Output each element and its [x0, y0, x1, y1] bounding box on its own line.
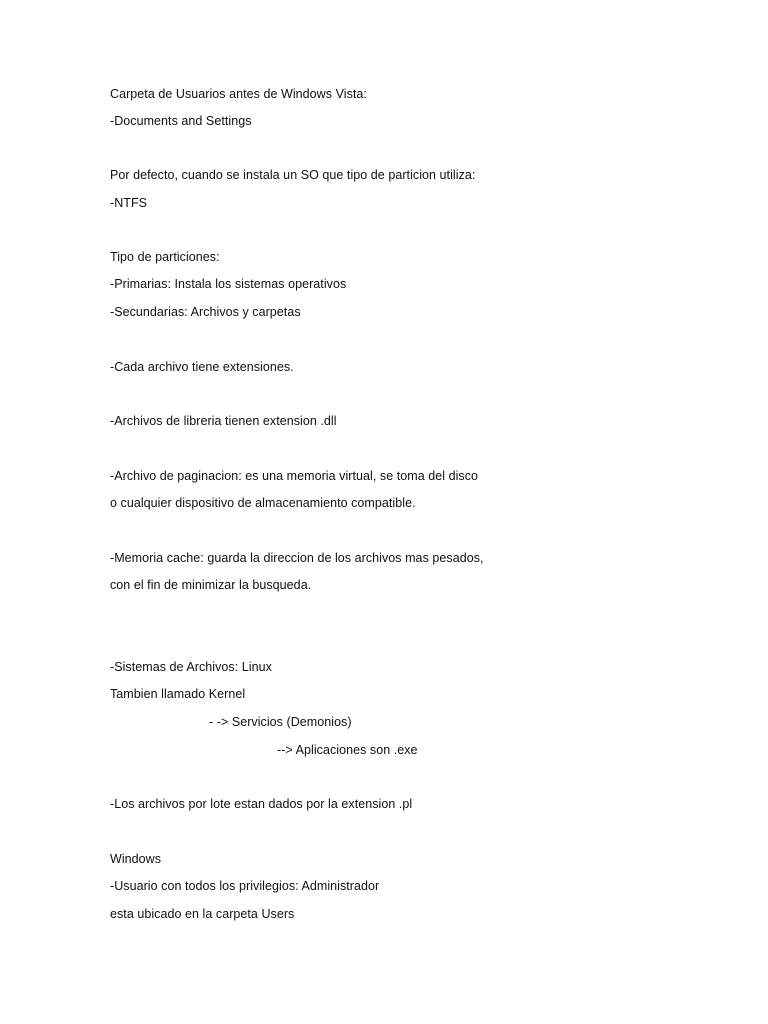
text-line: -Los archivos por lote estan dados por la extension .pl [110, 797, 413, 811]
text-line: esta ubicado en la carpeta Users [110, 907, 295, 921]
text-line: Windows [110, 852, 162, 866]
text-line: con el fin de minimizar la busqueda. [110, 578, 312, 592]
text-line: -Archivo de paginacion: es una memoria virtual, se toma del disco [110, 469, 479, 483]
text-line: -Cada archivo tiene extensiones. [110, 360, 294, 374]
text-line: -Sistemas de Archivos: Linux [110, 660, 272, 674]
text-line: -Memoria cache: guarda la direccion de los archivos mas pesados, [110, 551, 484, 565]
text-line: -NTFS [110, 196, 148, 210]
text-line: Tambien llamado Kernel [110, 687, 246, 701]
text-line: Por defecto, cuando se instala un SO que tipo de particion utiliza: [110, 168, 476, 182]
text-line: -Documents and Settings [110, 114, 252, 128]
text-line: -Primarias: Instala los sistemas operativos [110, 277, 347, 291]
text-line: --> Aplicaciones son .exe [277, 743, 418, 757]
text-line: - -> Servicios (Demonios) [209, 715, 352, 729]
text-line: Carpeta de Usuarios antes de Windows Vista: [110, 87, 367, 101]
text-line: -Usuario con todos los privilegios: Administrador [110, 879, 380, 893]
text-line: Tipo de particiones: [110, 250, 220, 264]
text-line: o cualquier dispositivo de almacenamiento compatible. [110, 496, 416, 510]
text-line: -Archivos de libreria tienen extension .dll [110, 414, 337, 428]
text-line: -Secundarias: Archivos y carpetas [110, 305, 301, 319]
